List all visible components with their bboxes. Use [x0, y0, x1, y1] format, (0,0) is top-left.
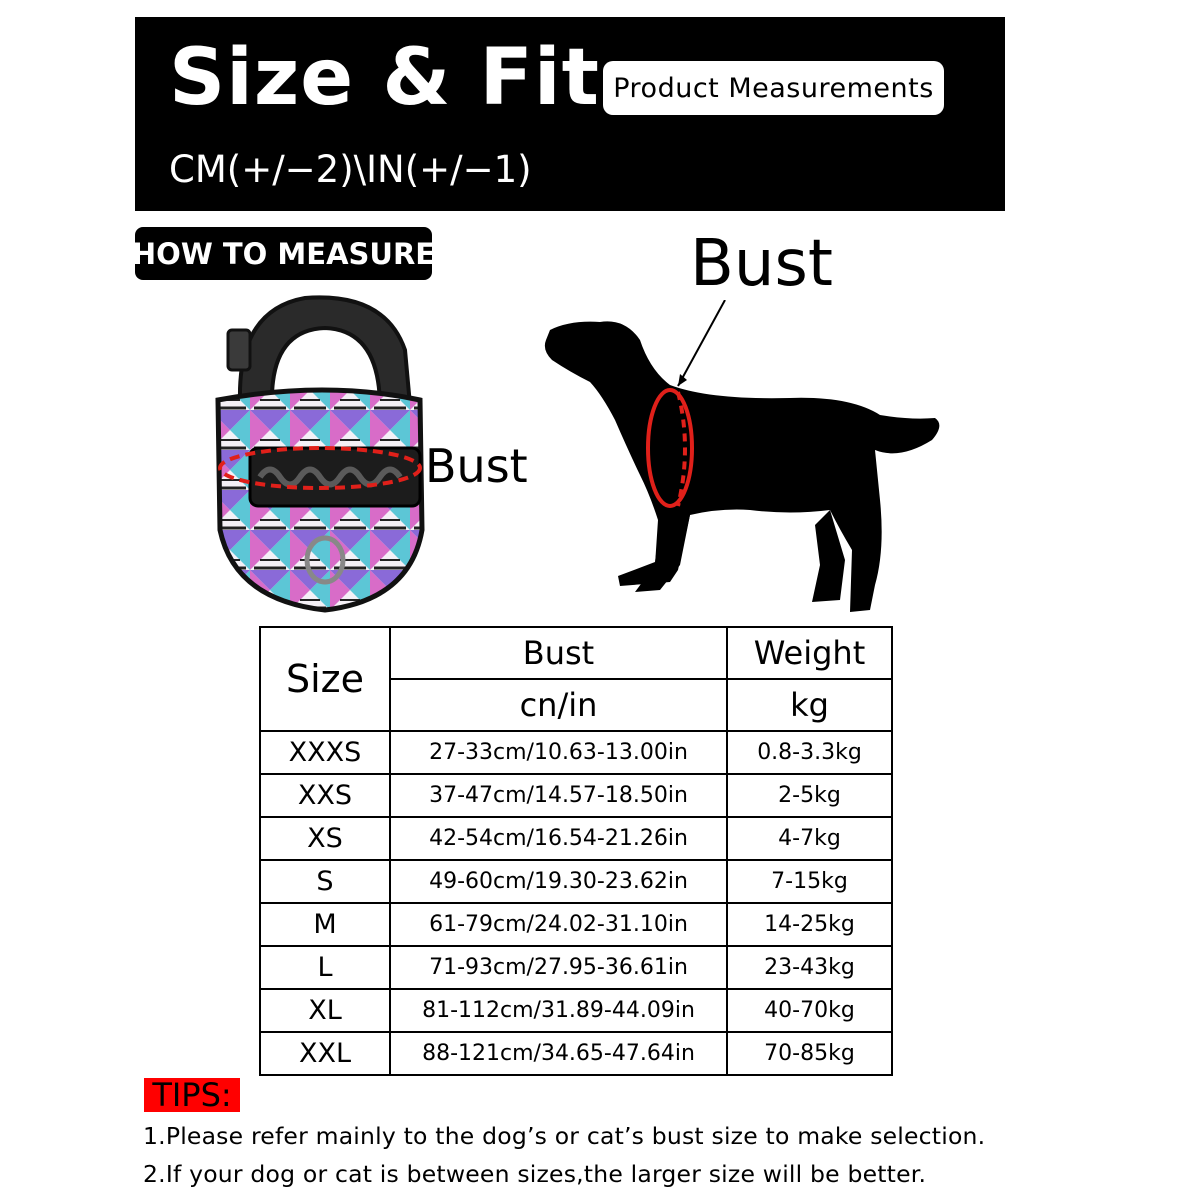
weight-cell: 14-25kg — [727, 903, 892, 946]
bust-cell: 61-79cm/24.02-31.10in — [390, 903, 727, 946]
size-chart-table — [259, 626, 893, 1076]
weight-cell: 40-70kg — [727, 989, 892, 1032]
tips-badge: TIPS: — [144, 1078, 240, 1112]
product-measurements-badge: Product Measurements — [603, 61, 944, 115]
header-weight-unit: kg — [727, 679, 892, 731]
page-title: Size & Fit — [169, 33, 600, 123]
table-row — [260, 774, 892, 817]
bust-cell: 88-121cm/34.65-47.64in — [390, 1032, 727, 1075]
size-cell: XL — [260, 989, 390, 1032]
table-row — [260, 989, 892, 1032]
tip-line-1: 1.Please refer mainly to the dog’s or cat’s bust size to make selection. — [143, 1122, 986, 1150]
size-cell: S — [260, 860, 390, 903]
table-row — [260, 731, 892, 774]
weight-cell: 7-15kg — [727, 860, 892, 903]
header-bust: Bust — [390, 627, 727, 679]
header-weight: Weight — [727, 627, 892, 679]
header-size: Size — [260, 627, 390, 731]
table-row — [260, 903, 892, 946]
weight-cell: 2-5kg — [727, 774, 892, 817]
size-cell: M — [260, 903, 390, 946]
table-row — [260, 946, 892, 989]
table-row — [260, 817, 892, 860]
weight-cell: 4-7kg — [727, 817, 892, 860]
header-bust-unit: cn/in — [390, 679, 727, 731]
bust-cell: 37-47cm/14.57-18.50in — [390, 774, 727, 817]
table-row — [260, 860, 892, 903]
size-cell: XXXS — [260, 731, 390, 774]
dog-bust-label: Bust — [690, 227, 833, 301]
size-cell: L — [260, 946, 390, 989]
size-cell: XS — [260, 817, 390, 860]
harness-bust-label: Bust — [425, 439, 528, 493]
weight-cell: 70-85kg — [727, 1032, 892, 1075]
size-cell: XXL — [260, 1032, 390, 1075]
bust-cell: 42-54cm/16.54-21.26in — [390, 817, 727, 860]
dog-silhouette-icon — [540, 300, 960, 620]
dog-harness-icon — [210, 290, 440, 620]
size-cell: XXS — [260, 774, 390, 817]
weight-cell: 23-43kg — [727, 946, 892, 989]
bust-cell: 81-112cm/31.89-44.09in — [390, 989, 727, 1032]
table-row — [260, 1032, 892, 1075]
bust-cell: 27-33cm/10.63-13.00in — [390, 731, 727, 774]
weight-cell: 0.8-3.3kg — [727, 731, 892, 774]
bust-cell: 49-60cm/19.30-23.62in — [390, 860, 727, 903]
tolerance-subtitle: CM(+/−2)\IN(+/−1) — [169, 148, 532, 191]
how-to-measure-badge: HOW TO MEASURE — [135, 227, 432, 280]
tip-line-2: 2.If your dog or cat is between sizes,the larger size will be better. — [143, 1160, 927, 1188]
header-banner — [135, 17, 1005, 211]
bust-cell: 71-93cm/27.95-36.61in — [390, 946, 727, 989]
